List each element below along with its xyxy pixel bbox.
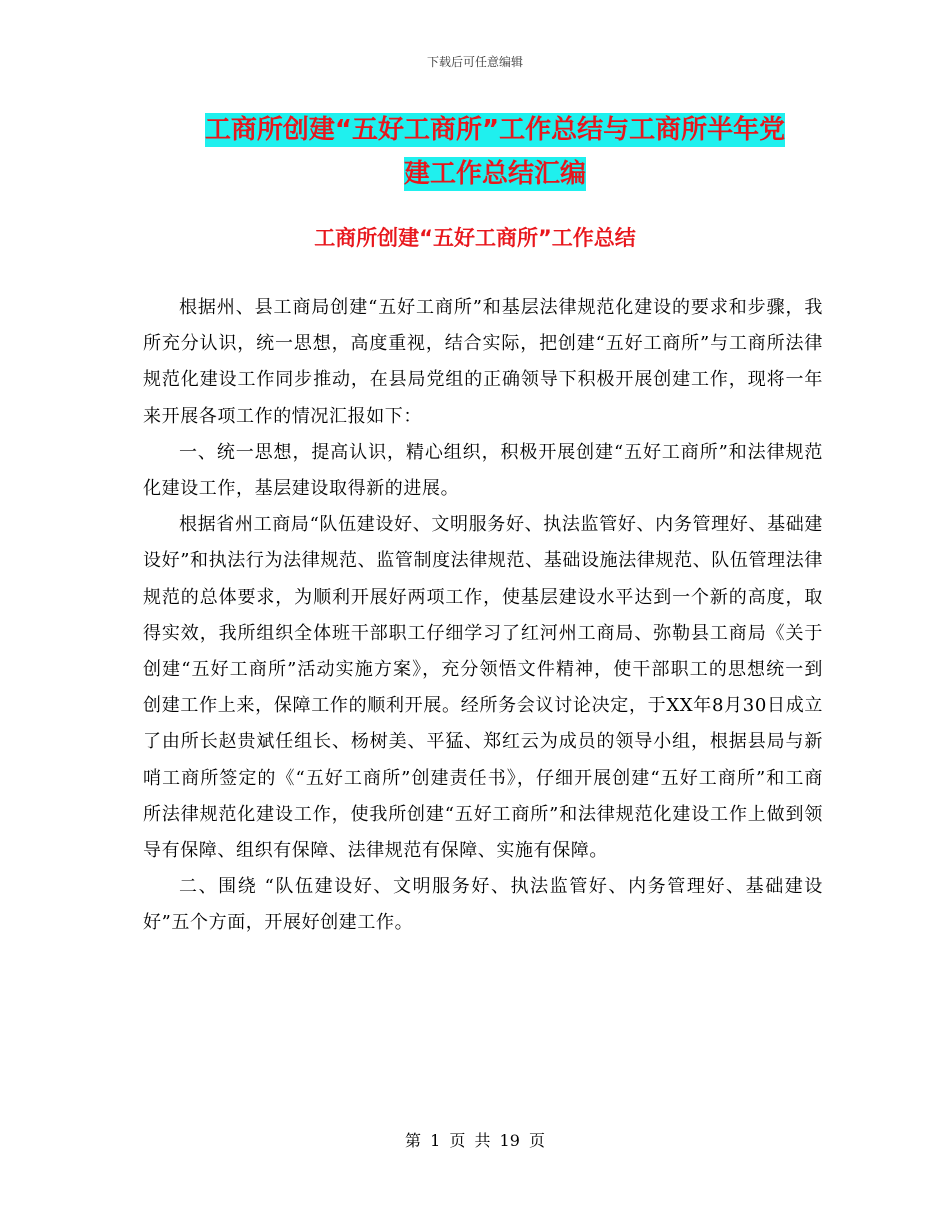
body-text — [143, 290, 823, 942]
paragraph: 根据省州工商局“队伍建设好、文明服务好、执法监管好、内务管理好、基础建设好”和执法行为法律规范、监管制度法律规范、基础设施法律规范、队伍管理法律规范的总体要求，为顺利开展好两项工作，使基层建设水平达到一个新的高度，取得实效，我所组织全体班干部职工仔细学习了红河州工商局、弥勒县工商局《关于创建“五好工商所”活动实施方案》，充分领悟文件精神，使干部职工的思想统一到创建工作上来，保障工作的顺利开展。经所务会议讨论决定，于XX年8月30日成立了由所长赵贵斌任组长、杨树美、平猛、郑红云为成员的领导小组，根据县局与新哨工商所签定的《“五好工商所”创建责任书》，仔细开展创建“五好工商所”和工商所法律规范化建设工作，使我所创建“五好工商所”和法律规范化建设工作上做到领导有保障、组织有保障、法律规范有保障、实施有保障。 — [143, 514, 823, 862]
page-number: 第 1 页 共 19 页 — [405, 1131, 545, 1150]
section-title: 工商所创建“五好工商所”工作总结 — [314, 226, 636, 250]
paragraph: 二、围绕 “队伍建设好、文明服务好、执法监管好、内务管理好、基础建设好”五个方面，开展好创建工作。 — [143, 876, 823, 934]
document-title-line-2: 建工作总结汇编 — [403, 159, 586, 189]
document-title — [150, 108, 840, 196]
header-note: 下载后可任意编辑 — [426, 55, 523, 69]
paragraph: 根据州、县工商局创建“五好工商所”和基层法律规范化建设的要求和步骤，我所充分认识，统一思想，高度重视，结合实际，把创建“五好工商所”与工商所法律规范化建设工作同步推动，在县局党组的正确领导下积极开展创建工作，现将一年来开展各项工作的情况汇报如下： — [143, 297, 823, 427]
document-title-line-1: 工商所创建“五好工商所”工作总结与工商所半年党 — [204, 115, 786, 145]
paragraph: 一、统一思想，提高认识，精心组织，积极开展创建“五好工商所”和法律规范化建设工作，基层建设取得新的进展。 — [143, 441, 823, 500]
